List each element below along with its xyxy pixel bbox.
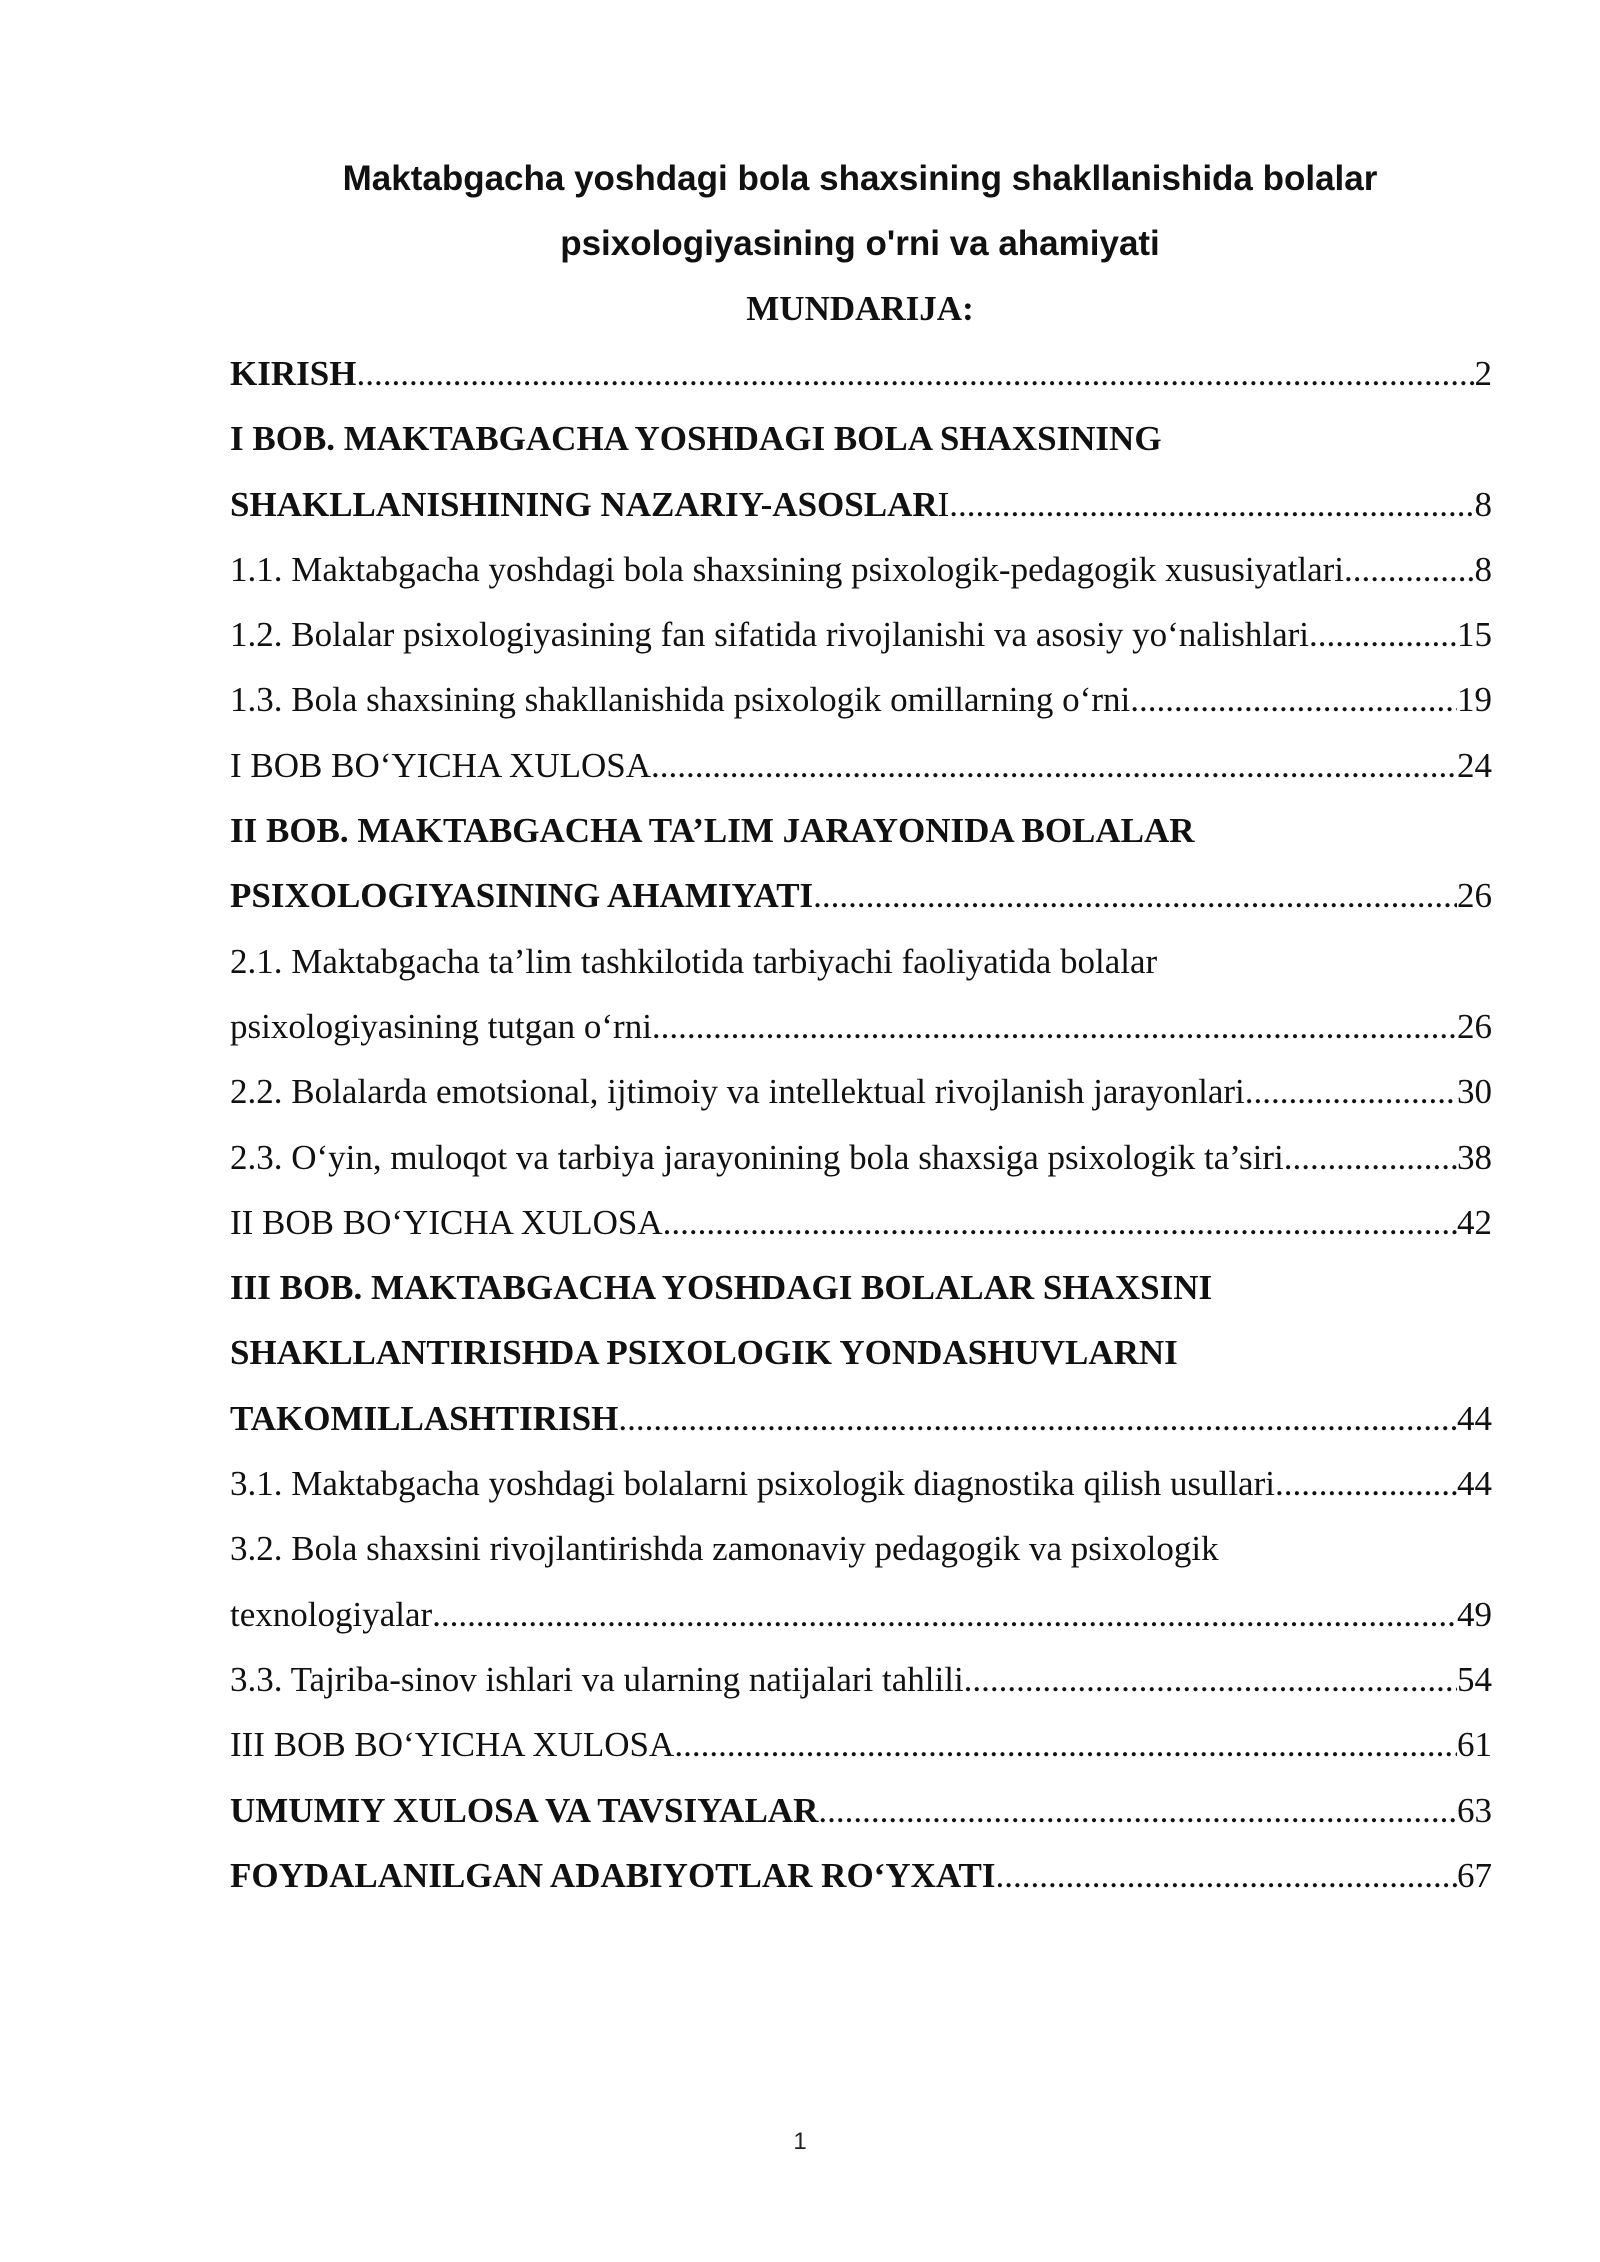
toc-entry[interactable] bbox=[230, 929, 1492, 994]
toc-entry-title: 1.2. Bolalar psixologiyasining fan sifatida rivojlanishi va asosiy yo‘nalishlari bbox=[230, 615, 1309, 655]
toc-entry-title: 2.1. Maktabgacha ta’lim tashkilotida tarbiyachi faoliyatida bolalar bbox=[230, 941, 1158, 981]
toc-entry-title: 1.3. Bola shaxsining shakllanishida psixologik omillarning o‘rni bbox=[230, 680, 1131, 720]
toc-leader-dots bbox=[356, 341, 1474, 406]
toc-leader-dots bbox=[1309, 602, 1457, 667]
toc-leader-dots bbox=[1344, 537, 1475, 602]
toc-leader-dots bbox=[1275, 1451, 1457, 1516]
toc-page-number: 54 bbox=[1457, 1659, 1492, 1699]
toc-leader-dots bbox=[432, 1582, 1457, 1647]
toc-leader-dots bbox=[1284, 1125, 1457, 1190]
toc-page-number: 2 bbox=[1474, 354, 1492, 393]
toc-entry-title: III BOB. MAKTABGACHA YOSHDAGI BOLALAR SHAXSINI bbox=[230, 1268, 1213, 1308]
toc-page-number: 44 bbox=[1457, 1398, 1492, 1438]
toc-entry-title: 3.3. Tajriba-sinov ishlari va ularning natijalari tahlili bbox=[230, 1659, 964, 1699]
toc-entry[interactable] bbox=[230, 667, 1492, 732]
toc-entry[interactable] bbox=[230, 1255, 1492, 1320]
toc-leader-dots bbox=[964, 1647, 1457, 1712]
toc-entry-title: KIRISH bbox=[230, 354, 357, 393]
toc-entry[interactable] bbox=[230, 994, 1492, 1059]
toc-entry[interactable] bbox=[230, 1712, 1492, 1777]
toc-entry[interactable] bbox=[230, 1647, 1492, 1712]
toc-entry-title: 3.1. Maktabgacha yoshdagi bolalarni psixologik diagnostika qilish usullari bbox=[230, 1464, 1275, 1504]
toc-page-number: 63 bbox=[1457, 1790, 1492, 1830]
toc-leader-dots bbox=[652, 994, 1457, 1059]
toc-leader-dots bbox=[996, 1843, 1457, 1908]
toc-entry-title: FOYDALANILGAN ADABIYOTLAR RO‘YXATI bbox=[230, 1855, 996, 1895]
toc-entry[interactable] bbox=[230, 733, 1492, 798]
toc-page-number: 24 bbox=[1457, 745, 1492, 785]
toc-entry-title: II BOB BO‘YICHA XULOSA bbox=[230, 1202, 663, 1242]
toc-page-number: 67 bbox=[1457, 1855, 1492, 1895]
toc-entry-title: 2.3. O‘yin, muloqot va tarbiya jarayonining bola shaxsiga psixologik ta’siri bbox=[230, 1137, 1284, 1177]
toc-entry[interactable] bbox=[230, 537, 1492, 602]
toc-page-number: 8 bbox=[1474, 484, 1492, 524]
toc-entry[interactable] bbox=[230, 1451, 1492, 1516]
toc-page-number: 15 bbox=[1457, 615, 1492, 655]
toc-entry-title: III BOB BO‘YICHA XULOSA bbox=[230, 1725, 675, 1765]
toc-page-number: 49 bbox=[1457, 1594, 1492, 1634]
toc-page-number: 8 bbox=[1474, 549, 1492, 589]
toc-page-number: 44 bbox=[1457, 1464, 1492, 1504]
toc-entry[interactable] bbox=[230, 472, 1492, 537]
toc-entry-title: PSIXOLOGIYASINING AHAMIYATI bbox=[230, 876, 814, 916]
toc-entry-title: SHAKLLANISHINING NAZARIY-ASOSLAR bbox=[230, 484, 938, 524]
contents-heading: MUNDARIJA: bbox=[746, 289, 974, 328]
toc-entry[interactable] bbox=[230, 863, 1492, 928]
toc-page-number: 26 bbox=[1457, 1006, 1492, 1046]
toc-entry[interactable] bbox=[230, 1320, 1492, 1385]
toc-entry-title: 1.1. Maktabgacha yoshdagi bola shaxsining psixologik-pedagogik xususiyatlari bbox=[230, 549, 1344, 589]
toc-entry-title: texnologiyalar bbox=[230, 1594, 433, 1634]
toc-entry-title: II BOB. MAKTABGACHA TA’LIM JARAYONIDA BOLALAR bbox=[230, 811, 1195, 851]
toc-leader-dots bbox=[663, 1190, 1457, 1255]
toc-entry-title: I BOB BO‘YICHA XULOSA bbox=[230, 745, 651, 785]
toc-entry-title-tail: I bbox=[937, 484, 950, 524]
toc-entry-title: TAKOMILLASHTIRISH bbox=[230, 1398, 619, 1438]
toc-page-number: 42 bbox=[1457, 1202, 1492, 1242]
toc-entry[interactable] bbox=[230, 602, 1492, 667]
toc-entry[interactable] bbox=[230, 1125, 1492, 1190]
toc-entry[interactable] bbox=[230, 1516, 1492, 1581]
document-title-line-1: Maktabgacha yoshdagi bola shaxsining shakllanishida bolalar bbox=[342, 159, 1378, 198]
toc-entry[interactable] bbox=[230, 1582, 1492, 1647]
toc-leader-dots bbox=[813, 863, 1457, 928]
toc-leader-dots bbox=[818, 1778, 1457, 1843]
toc-entry[interactable] bbox=[230, 1386, 1492, 1451]
toc-entry-title: SHAKLLANTIRISHDA PSIXOLOGIK YONDASHUVLARNI bbox=[230, 1333, 1178, 1373]
toc-entry[interactable] bbox=[230, 798, 1492, 863]
toc-entry[interactable] bbox=[230, 1778, 1492, 1843]
toc-page-number: 26 bbox=[1457, 876, 1492, 916]
toc-page-number: 61 bbox=[1457, 1725, 1492, 1765]
toc-leader-dots bbox=[674, 1712, 1457, 1777]
toc-leader-dots bbox=[1130, 667, 1457, 732]
toc-page-number: 30 bbox=[1457, 1072, 1492, 1112]
toc-leader-dots bbox=[1245, 1059, 1457, 1124]
toc-entry-title: I BOB. MAKTABGACHA YOSHDAGI BOLA SHAXSINING bbox=[230, 419, 1162, 459]
toc-entry[interactable] bbox=[230, 1190, 1492, 1255]
toc-entry[interactable] bbox=[230, 406, 1492, 471]
toc-entry-title: 3.2. Bola shaxsini rivojlantirishda zamonaviy pedagogik va psixologik bbox=[230, 1529, 1219, 1569]
toc-leader-dots bbox=[651, 733, 1457, 798]
toc-entry-title: 2.2. Bolalarda emotsional, ijtimoiy va intellektual rivojlanish jarayonlari bbox=[230, 1072, 1245, 1112]
toc-entry-title: psixologiyasining tutgan o‘rni bbox=[230, 1006, 652, 1046]
toc-entry[interactable] bbox=[230, 341, 1492, 406]
document-title-line-2: psixologiyasining o'rni va ahamiyati bbox=[560, 224, 1160, 263]
toc-entry[interactable] bbox=[230, 1843, 1492, 1908]
toc-leader-dots bbox=[618, 1386, 1457, 1451]
table-of-contents bbox=[230, 341, 1492, 1908]
toc-entry-title: UMUMIY XULOSA VA TAVSIYALAR bbox=[230, 1790, 819, 1830]
toc-entry[interactable] bbox=[230, 1059, 1492, 1124]
toc-page-number: 38 bbox=[1457, 1137, 1492, 1177]
toc-page-number: 19 bbox=[1457, 680, 1492, 720]
page-number: 1 bbox=[793, 2128, 807, 2155]
toc-leader-dots bbox=[949, 472, 1474, 537]
